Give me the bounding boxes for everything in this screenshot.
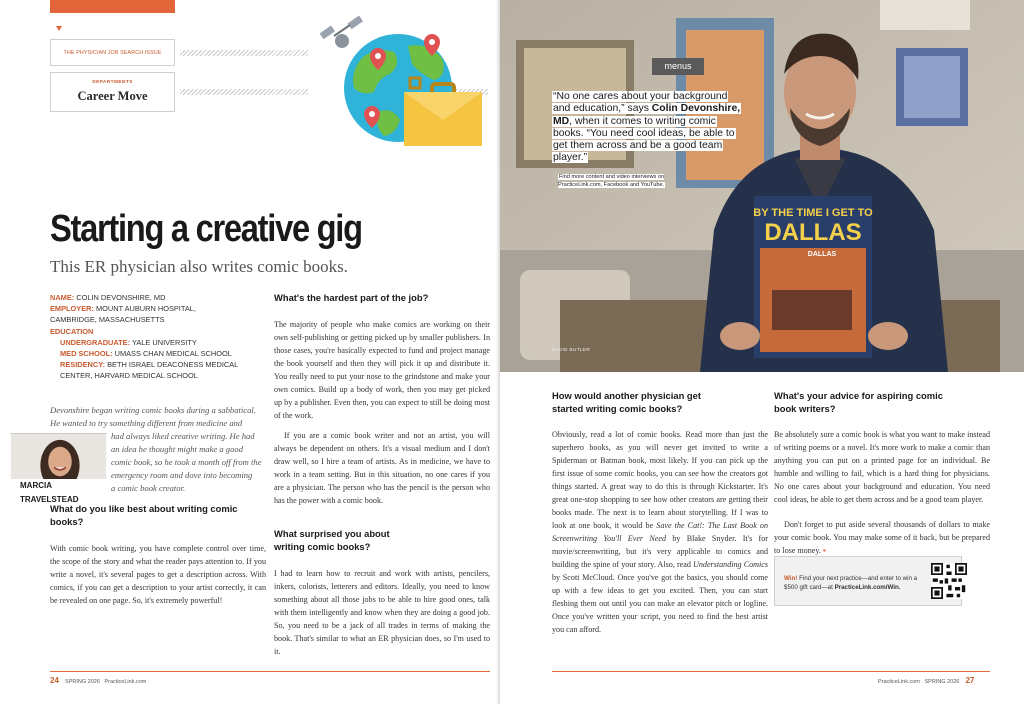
intro-text <box>50 404 266 430</box>
comic-book <box>753 196 873 358</box>
footer <box>878 676 974 685</box>
intro-line: comic book, so he took a month off from the <box>111 457 262 467</box>
satellite-icon <box>320 16 363 48</box>
footer-site: PracticeLink.com <box>104 679 147 685</box>
right-page <box>500 0 1024 704</box>
info-value: MOUNT AUBURN HOSPITAL, <box>96 304 196 314</box>
menus-tag: menus <box>652 58 704 75</box>
accent-bar <box>50 0 175 13</box>
question-heading: What's your advice for aspiring comic book writers? <box>774 390 943 414</box>
intro-line: Devonshire began writing comic books during a sabbatical. <box>50 405 256 415</box>
info-label: EDUCATION <box>50 326 94 336</box>
page-number: 24 <box>50 676 59 685</box>
info-label: UNDERGRADUATE: <box>60 337 131 347</box>
intro-line: a comic book creator. <box>111 483 186 493</box>
footer-date: SPRING 2026 <box>65 679 100 685</box>
footer-rule <box>552 671 990 672</box>
globe-briefcase-illustration <box>312 16 484 154</box>
author-name: MARCIA TRAVELSTEAD <box>10 479 107 493</box>
intro-line: emergency room and dove into becoming <box>111 470 253 480</box>
department-label: DEPARTMENTS <box>92 80 133 85</box>
info-label: EMPLOYER: <box>50 304 94 314</box>
photo-credit: DAVID BUTLER <box>552 348 591 353</box>
info-value: COLIN DEVONSHIRE, MD <box>76 293 166 302</box>
promo-text: Win! Find your next practice—and enter to win a $500 gift card—at PracticeLink.com/Win. <box>784 575 918 591</box>
info-value: UMASS CHAN MEDICAL SCHOOL <box>114 349 232 359</box>
intro-line: had always liked creative writing. He had <box>111 431 255 441</box>
answer-paragraph: I had to learn how to recruit and work with artists, pencilers, inkers, colorists, letterers and editors. Ideally, you need to know something about all those jobs to be able to hire good ones, talk with them intelligently and know when they are doing a good job. So, you need to be a jack of all trades in terms of making the book. That's similar to what an ER physician does, so I'm used to it. <box>274 569 490 656</box>
end-mark: ▪ <box>822 546 826 555</box>
hatch-divider <box>180 89 308 95</box>
answer-paragraph: Be absolutely sure a comic book is what you want to make instead of writing poems or a novel. It's more work to make a comic than anything you can put on a printed page for an individual. Be humble and willing to fail, which is a hard thing for physicians. No one cares about your background and education. You need cool ideas, be able to get them across and be a good team player. <box>774 430 990 504</box>
department-title: Career Move <box>77 89 148 103</box>
headline: Starting a creative gig <box>50 208 362 250</box>
find-more-note: Find more content and video interviews on PracticeLink.com, Facebook and YouTube. <box>558 174 665 188</box>
subhead: This ER physician also writes comic books. <box>50 257 348 276</box>
intro-line: He wanted to try something different from medicine and <box>50 418 243 428</box>
answer-paragraph: If you are a comic book writer and not an artist, you will always be dependent on others. It's a visual medium and I don't draw well, so I hire a team of artists. As in medicine, we have to work in a team setting. But in this situation, no one cares if you are a physician. The person who has the pencil is the person who has the power with a comic book. <box>274 431 490 505</box>
accent-marker <box>56 26 62 31</box>
footer-site: PracticeLink.com <box>878 679 920 685</box>
quote-text: , when it comes to writing comic books. “You need cool ideas, be able to get them across and be a good team player.” <box>553 115 735 164</box>
question-heading: What do you like best about writing comic books? <box>50 503 238 527</box>
hatch-divider <box>180 50 308 56</box>
info-value: CENTER, HARVARD MEDICAL SCHOOL <box>60 371 198 381</box>
question-heading: What surprised you about writing comic books? <box>274 528 390 552</box>
qr-code-icon[interactable] <box>931 563 967 599</box>
intro-line: an idea he thought might make a good <box>111 444 243 454</box>
question-heading: What's the hardest part of the job? <box>274 292 429 303</box>
intro-text-wrap <box>111 430 269 495</box>
footer <box>50 676 146 685</box>
issue-label: THE PHYSICIAN JOB SEARCH ISSUE <box>50 39 175 66</box>
info-label: MED SCHOOL: <box>60 349 113 359</box>
info-label: NAME: <box>50 293 75 302</box>
footer-rule <box>50 671 490 672</box>
pull-quote <box>552 91 747 165</box>
page-number: 27 <box>965 676 975 685</box>
promo-box[interactable] <box>774 556 962 606</box>
footer-date: SPRING 2026 <box>924 679 960 685</box>
quote-name: Colin Devonshire, MD <box>553 103 741 127</box>
bio-info <box>50 292 260 382</box>
comic-title: DALLAS <box>764 219 862 246</box>
info-value: YALE UNIVERSITY <box>132 337 197 347</box>
comic-title-line: BY THE TIME I GET TO <box>753 207 873 219</box>
comic-subtitle: DALLAS <box>807 251 837 258</box>
answer-paragraph: The majority of people who make comics are working on their own self-publishing or getting picked up by smaller publishers. In those cases, you're basically expected to fund and project manage the book yourself and then they will pick it up and distribute it. You really need to put your nose to the grindstone and make your own comics. Build up a body of work, then you may get picked up by a publisher. Even then, you can expect to still be doing most of the work. <box>274 320 490 420</box>
department-box <box>50 72 175 112</box>
answer-paragraph: With comic book writing, you have complete control over time, the scope of the story and what the reader pays attention to. If you write a novel, it's several pages to get a description across. With comics, if you can get a description to your artist correctly, it can be revealed on one page. So, it's extremely powerful! <box>50 544 266 605</box>
info-value: CAMBRIDGE, MASSACHUSETTS <box>50 315 165 325</box>
left-page <box>0 0 500 704</box>
answer-paragraph: Obviously, read a lot of comic books. Read more than just the superhero books, as you will never get invited to write a Spiderman or Batman book, most likely. If you can pick up the first issue of some comic books, you can see how the creators got things started. A great way to do this is through Kickstarter. It's great one-stop shopping to see how other creators are getting their books made. The next is to learn about storytelling. If I was to look at one book, it would be Save the Cat!: The Last Book on Screenwriting You'll Ever Need by Blake Snyder. It's for movie/screenwriting, but it's very applicable to comics and building the spine of your story. Also, read Understanding Comics by Scott McCloud. Once you've got the basics, you should come up with a few ideas to get you excited. Then, you can start fleshing them out until you can make an elevator pitch or logline. Once you've written your script, you need to find the best artist you can afford. <box>552 430 769 634</box>
answer-paragraph: Don't forget to put aside several thousands of dollars to make your comic book. You may make some of it back, but be prepared to lose money. ▪ <box>774 520 990 555</box>
info-value: BETH ISRAEL DEACONESS MEDICAL <box>107 360 239 370</box>
question-heading: How would another physician get started writing comic books? <box>552 390 701 414</box>
info-label: RESIDENCY: <box>60 360 106 370</box>
quote-text: “No one cares about your background and education,” says <box>553 91 728 115</box>
